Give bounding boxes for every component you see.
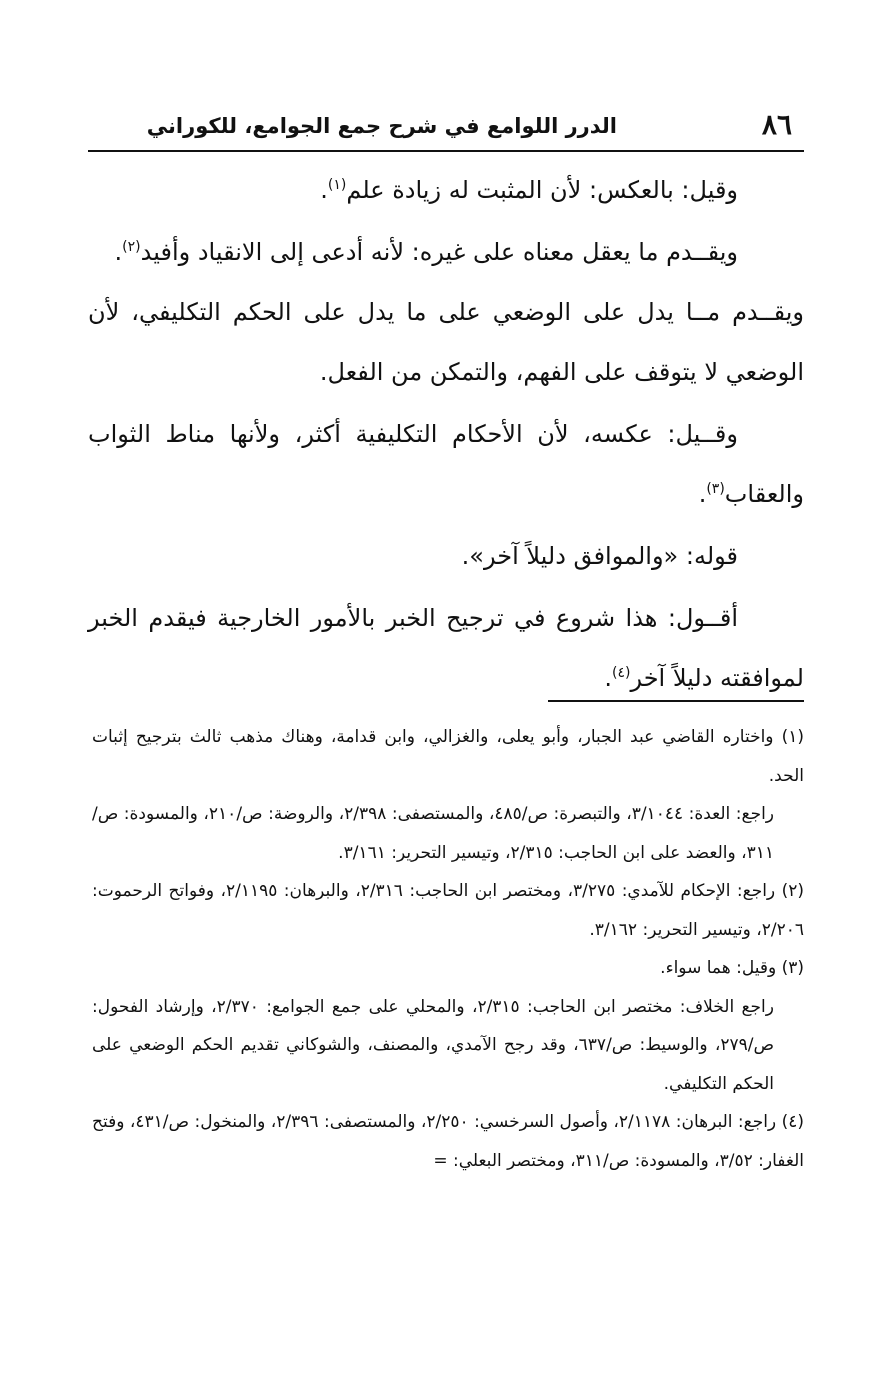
main-text [88, 160, 804, 708]
footnote-3: (٣) وقيل: هما سواء. [92, 949, 804, 988]
footnote-1-references: راجع: العدة: ٣/١٠٤٤، والتبصرة: ص/٤٨٥، والمستصفى: ٢/٣٩٨، والروضة: ص/٢١٠، والمسودة: ص/٣١١، والعضد على ابن الحاجب: ٢/٣١٥، وتيسير التحرير: ٣/١٦١. [92, 804, 775, 863]
running-title: الدرر اللوامع في شرح جمع الجوامع، للكوراني [146, 114, 617, 138]
footnote-ref-2[interactable]: (٢) [122, 239, 141, 255]
header-rule [88, 150, 804, 152]
paragraph-5: قوله: «والموافق دليلاً آخر». [461, 542, 738, 570]
footnote-1: (١) واختاره القاضي عبد الجبار، وأبو يعلى، والغزالي، وابن قدامة، وهناك مذهب ثالث بترجيح إثبات الحد. [92, 718, 804, 795]
footnote-4: (٤) راجع: البرهان: ٢/١١٧٨، وأصول السرخسي: ٢/٢٥٠، والمستصفى: ٢/٣٩٦، والمنخول: ص/٤٣١، وفتح الغفار: ٣/٥٢، والمسودة: ص/٣١١، ومختصر البعلي: = [92, 1103, 804, 1180]
footnote-ref-3[interactable]: (٣) [706, 481, 725, 497]
footnote-separator [548, 700, 804, 702]
footnote-2: (٢) راجع: الإحكام للآمدي: ٣/٢٧٥، ومختصر ابن الحاجب: ٢/٣١٦، والبرهان: ٢/١١٩٥، وفواتح الرحموت: ٢/٢٠٦، وتيسير التحرير: ٣/١٦٢. [92, 872, 804, 949]
paragraph-1: وقيل: بالعكس: لأن المثبت له زيادة علم$^{(١)}$. [320, 176, 738, 204]
paragraph-3: ويقــدم مــا يدل على الوضعي على ما يدل على الحكم التكليفي، لأن الوضعي لا يتوقف على الفهم، والتمكن من الفعل. [88, 298, 804, 386]
footnote-number: (١) [781, 727, 804, 747]
footnote-3-references: راجع الخلاف: مختصر ابن الحاجب: ٢/٣١٥، والمحلي على جمع الجوامع: ٢/٣٧٠، وإرشاد الفحول: ص/٢٧٩، والوسيط: ص/٦٣٧، وقد رجح الآمدي، والمصنف، والشوكاني تقديم الحكم الوضعي على الحكم التكليفي. [92, 996, 774, 1094]
paragraph-2: ويقــدم ما يعقل معناه على غيره: لأنه أدعى إلى الانقياد وأفيد$^{(٢)}$. [114, 238, 738, 266]
footnote-ref-1[interactable]: (١) [327, 177, 347, 193]
page-header [90, 104, 802, 144]
footnote-ref-4[interactable]: (٤) [611, 665, 631, 681]
paragraph-6: أقــول: هذا شروع في ترجيح الخبر بالأمور الخارجية فيقدم الخبر لموافقته دليلاً آخر$^{(٤)}$. [88, 604, 804, 692]
footnote-number: (٣) [781, 958, 804, 978]
paragraph-4: وقــيل: عكسه، لأن الأحكام التكليفية أكثر، ولأنها مناط الثواب والعقاب$^{(٣)}$. [88, 420, 804, 508]
footnotes [92, 718, 804, 1180]
footnote-number: (٤) [781, 1112, 805, 1132]
page-number: ٨٦ [761, 108, 792, 141]
footnote-number: (٢) [781, 881, 804, 901]
